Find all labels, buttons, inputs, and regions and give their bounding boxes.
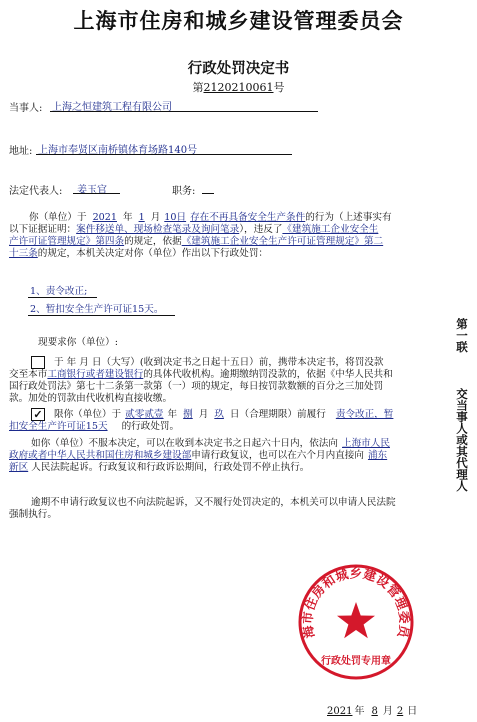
party-name: 上海之恒建筑工程有限公司 (52, 102, 172, 113)
doc-number-value: 2120210061 (203, 81, 274, 94)
position-label: 职务: (172, 186, 196, 197)
facts-text: 的规定，本机关决定对你（单位）作出以下行政处罚： (37, 248, 269, 259)
penalty-item-1: 1、责令改正; (30, 286, 88, 297)
facts-line-4 (9, 248, 268, 260)
facts-year-unit: 年 (122, 212, 133, 223)
appeal-line-4: 逾期不申请行政复议也不向法院起诉，又不履行处罚决定的，本机关可以申请人民法院 (31, 497, 396, 508)
rectify-year: 贰零贰壹 (125, 409, 164, 420)
date-year-unit: 年 (354, 706, 365, 717)
payment-line-1: 于 年 月 日（大写）(收到决定书之日起十五日）前，携带本决定书，将罚没款 (54, 357, 384, 368)
rectify-penalty-cont: 扣安全生产许可证15天 (9, 421, 108, 432)
payment-banks: 工商银行或者建设银行 (47, 369, 144, 380)
facts-law-2: 《建筑施工企业安全生产许可证管理规定》第二 (181, 236, 384, 247)
appeal-ministry: 政府或者中华人民共和国住房和城乡建设部 (9, 450, 192, 461)
facts-text: 的规定，依据 (124, 236, 182, 247)
penalty-1-underline (28, 297, 97, 298)
appeal-text: 申请行政复议，也可以在六个月内直接向 (191, 450, 364, 461)
facts-evidence: 案件移送单、现场检查笔录及询问笔录 (76, 224, 240, 235)
facts-text: 你（单位）于 (29, 212, 87, 223)
penalty-item-2: 2、暂扣安全生产许可证15天。 (30, 304, 164, 315)
rectify-year-unit: 年 (167, 409, 178, 420)
address-label: 地址: (9, 146, 33, 157)
facts-line-3 (9, 236, 383, 248)
appeal-court-cont: 新区 (9, 462, 29, 473)
appeal-line-3 (9, 462, 309, 474)
penalty-2-underline (28, 315, 175, 316)
date-year: 2021 (327, 706, 353, 717)
legal-rep-underline (73, 193, 120, 194)
rectify-checkbox[interactable] (31, 408, 45, 421)
date-month: 8 (371, 706, 378, 717)
payment-line-3: 国行政处罚法》第七十二条第一款第（一）项的规定，每日按罚款数额的百分之三加处罚 (9, 381, 384, 392)
appeal-court: 浦东 (367, 450, 388, 461)
copy-label: 第一联 (455, 318, 469, 353)
rectify-text: 的行政处罚。 (121, 421, 180, 432)
legal-rep-value: 姜玉官 (77, 185, 107, 196)
rectify-text: 限你（单位）于 (54, 409, 122, 420)
payment-checkbox[interactable] (31, 356, 45, 369)
appeal-line-1 (31, 438, 390, 450)
payment-line-2 (9, 369, 393, 381)
payment-text: 的具体代收机构。逾期缴纳罚没款的，依据《中华人民共和 (143, 369, 393, 380)
rectify-month-unit: 月 (198, 409, 209, 420)
facts-law-1: 《建筑施工企业安全生 (282, 224, 379, 235)
issue-date (327, 702, 417, 717)
appeal-text: 如你（单位）不服本决定，可以在收到本决定书之日起六十日内，依法向 (31, 438, 338, 449)
date-day: 2 (396, 706, 404, 717)
check-mark-icon: ✓ (33, 408, 43, 421)
payment-text: 交至本市 (9, 369, 48, 380)
seal-text: 上海市住房和城乡建设管理委员会 (289, 550, 413, 640)
facts-violation: 存在不再具备安全生产条件 (190, 212, 306, 223)
date-day-unit: 日 (407, 706, 418, 717)
facts-month-unit: 月 (150, 212, 161, 223)
facts-law-2-cont: 十三条 (9, 248, 38, 259)
facts-day: 10日 (164, 212, 187, 223)
appeal-text: 人民法院起诉。行政复议和行政诉讼期间，行政处罚不停止执行。 (31, 462, 310, 473)
rectify-penalty: 责令改正，暂 (335, 409, 394, 420)
date-month-unit: 月 (382, 706, 393, 717)
address-underline (36, 154, 292, 155)
appeal-government: 上海市人民 (342, 438, 390, 449)
rectify-day: 玖 (214, 409, 224, 420)
facts-line-2 (9, 224, 378, 236)
party-underline (50, 111, 318, 112)
seal-bottom-text: 行政处罚专用章 (321, 656, 391, 667)
party-label: 当事人: (9, 103, 43, 114)
address-value: 上海市奉贤区南桥镇体育场路140号 (38, 145, 198, 156)
facts-year: 2021 (92, 212, 117, 223)
org-title: 上海市住房和城乡建设管理委员会 (73, 8, 404, 33)
requirements-intro: 现要求你（单位）: (38, 337, 118, 348)
seal-star-icon (337, 602, 375, 638)
appeal-line-2 (9, 450, 387, 462)
doc-number-prefix: 第 (192, 81, 204, 94)
payment-line-4: 款。加处的罚款由代收机构直接收缴。 (9, 393, 173, 404)
doc-number-suffix: 号 (273, 81, 285, 94)
doc-number (0, 79, 477, 95)
recipient-label: 交当事人或其代理人 (455, 388, 469, 492)
legal-rep-label: 法定代表人: (9, 186, 63, 197)
rectify-text: 日（合理期限）前履行 (229, 409, 326, 420)
facts-line-1 (9, 212, 392, 224)
rectify-month: 捌 (183, 409, 193, 420)
facts-text: ），违反了 (239, 224, 283, 235)
facts-text: 以下证据证明： (9, 224, 77, 235)
doc-title: 行政处罚决定书 (187, 60, 290, 77)
rectify-line-1 (54, 409, 393, 421)
facts-law-1-cont: 产许可证管理规定》第四条 (9, 236, 125, 247)
facts-month: 1 (138, 212, 145, 223)
appeal-line-5: 强制执行。 (9, 509, 57, 520)
facts-text: 的行为（上述事实有 (305, 212, 392, 223)
position-underline (202, 193, 214, 194)
official-seal (289, 550, 416, 682)
rectify-line-2 (9, 421, 179, 433)
